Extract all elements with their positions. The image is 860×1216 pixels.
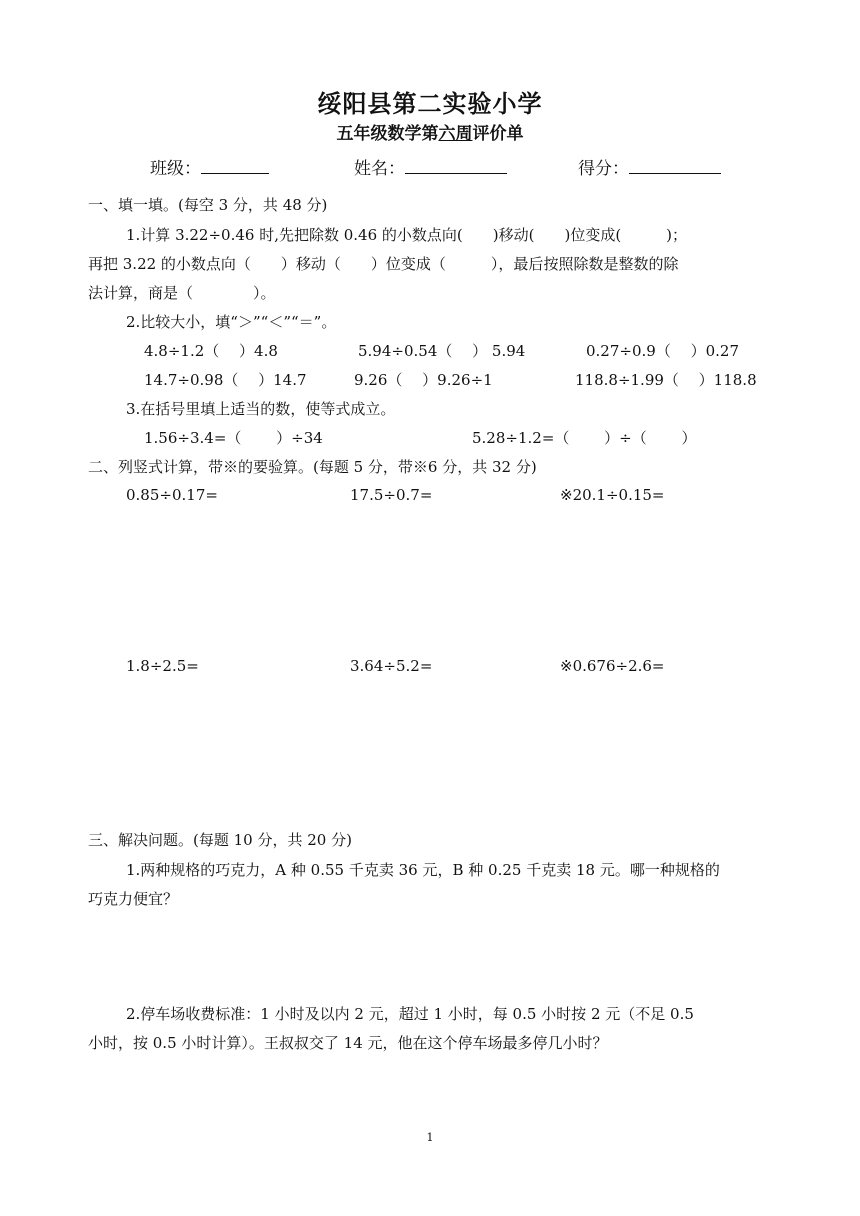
score-blank[interactable] <box>629 157 721 174</box>
s1-q1-line3: 法计算，商是（ ）。 <box>88 284 276 302</box>
s3-q1-line2: 巧克力便宜？ <box>88 890 179 908</box>
s3-q2-line1: 2.停车场收费标准：1 小时及以内 2 元，超过 1 小时，每 0.5 小时按 2 元（不足 0.5 <box>126 1005 694 1023</box>
class-blank[interactable] <box>201 157 269 174</box>
school-title: 绥阳县第二实验小学 <box>317 89 543 118</box>
s1-q1-line2: 再把 3.22 的小数点向（ ）移动（ ）位变成（ ），最后按照除数是整数的除 <box>88 255 679 273</box>
section2-title: 二、列竖式计算，带※的要验算。(每题 5 分，带※6 分，共 32 分) <box>88 458 537 476</box>
compare-item: 9.26（ ）9.26÷1 <box>354 371 493 389</box>
section1-title: 一、填一填。(每空 3 分，共 48 分) <box>88 196 328 214</box>
subtitle-suffix: 评价单 <box>472 124 524 144</box>
name-label: 姓名： <box>354 159 405 179</box>
calc-problem: 17.5÷0.7= <box>350 486 433 504</box>
name-blank[interactable] <box>405 157 507 174</box>
compare-item: 0.27÷0.9（ ）0.27 <box>586 342 739 360</box>
compare-item: 14.7÷0.98（ ）14.7 <box>144 371 307 389</box>
s1-q3-title: 3.在括号里填上适当的数，使等式成立。 <box>126 400 396 418</box>
subtitle-prefix: 五年级数学第 <box>336 124 439 144</box>
calc-problem: 0.85÷0.17= <box>126 486 218 504</box>
equation-item: 5.28÷1.2=（ ）÷（ ） <box>472 429 697 447</box>
page-number: 1 <box>426 1131 434 1144</box>
equation-item: 1.56÷3.4=（ ）÷34 <box>144 429 323 447</box>
calc-problem: ※20.1÷0.15= <box>560 486 665 504</box>
class-field <box>150 154 269 179</box>
compare-item: 118.8÷1.99（ ）118.8 <box>575 371 757 389</box>
s1-q2-title: 2.比较大小，填“＞”“＜”“＝”。 <box>126 313 337 331</box>
calc-problem: 3.64÷5.2= <box>350 657 433 675</box>
score-field <box>578 154 721 179</box>
s3-q2-line2: 小时，按 0.5 小时计算）。王叔叔交了 14 元，他在这个停车场最多停几小时？ <box>88 1034 608 1052</box>
worksheet-subtitle <box>0 119 860 144</box>
name-field <box>354 154 507 179</box>
subtitle-week: 六周 <box>438 124 473 144</box>
section3-title: 三、解决问题。(每题 10 分，共 20 分) <box>88 831 352 849</box>
calc-problem: 1.8÷2.5= <box>126 657 199 675</box>
s3-q1-line1: 1.两种规格的巧克力，A 种 0.55 千克卖 36 元，B 种 0.25 千克卖 18 元。哪一种规格的 <box>126 861 720 879</box>
calc-problem: ※0.676÷2.6= <box>560 657 665 675</box>
compare-item: 4.8÷1.2（ ）4.8 <box>144 342 278 360</box>
compare-item: 5.94÷0.54（ ） 5.94 <box>358 342 526 360</box>
s1-q1-line1: 1.计算 3.22÷0.46 时,先把除数 0.46 的小数点向( )移动( )位变成( )； <box>126 226 688 244</box>
class-label: 班级： <box>150 159 201 179</box>
score-label: 得分： <box>578 159 629 179</box>
